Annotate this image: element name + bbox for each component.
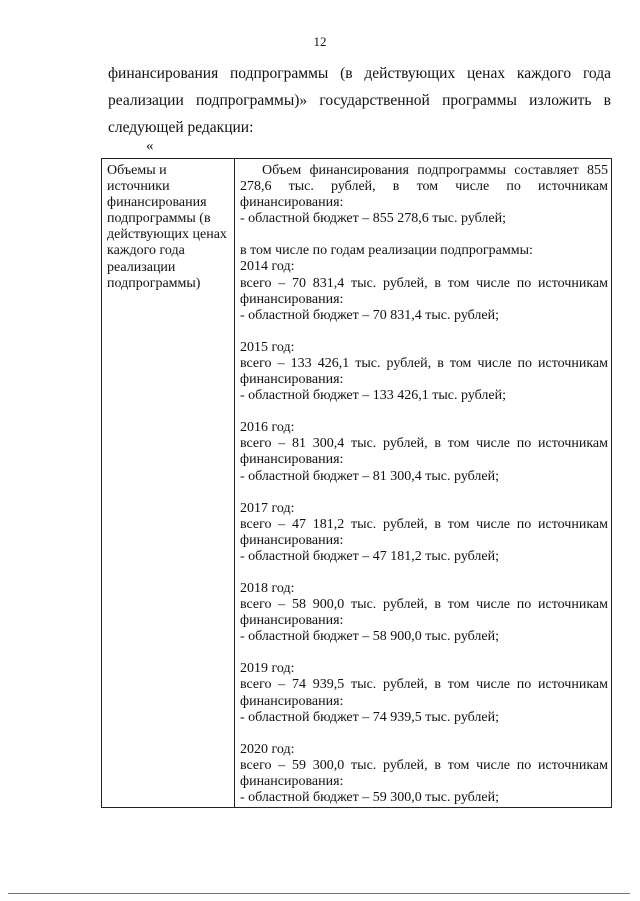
- year-block-2017: [240, 501, 608, 565]
- by-years-intro: в том числе по годам реализации подпрограммы:: [240, 243, 533, 259]
- year-block-2016: [240, 420, 608, 484]
- year-total: всего – 81 300,4 тыс. рублей, в том числе по источникам финансирования:: [240, 436, 608, 468]
- intro-paragraph: финансирования подпрограммы (в действующих ценах каждого года реализации подпрограммы)» государственной программы изложить в следующей редакции:: [108, 65, 611, 136]
- year-block-2014: [240, 259, 608, 323]
- year-total: всего – 70 831,4 тыс. рублей, в том числе по источникам финансирования:: [240, 275, 608, 307]
- year-heading: 2015 год:: [240, 339, 295, 355]
- year-total: всего – 59 300,0 тыс. рублей, в том числе по источникам финансирования:: [240, 757, 608, 789]
- year-heading: 2018 год:: [240, 580, 295, 596]
- page-number: 12: [313, 34, 327, 49]
- year-heading: 2016 год:: [240, 420, 295, 436]
- year-budget: - областной бюджет – 74 939,5 тыс. рублей;: [240, 709, 499, 725]
- year-budget: - областной бюджет – 133 426,1 тыс. рублей;: [240, 388, 506, 404]
- year-block-2019: [240, 661, 608, 725]
- funding-summary-budget: - областной бюджет – 855 278,6 тыс. рублей;: [240, 211, 506, 227]
- year-block-2020: [240, 742, 608, 806]
- year-total: всего – 133 426,1 тыс. рублей, в том числе по источникам финансирования:: [240, 355, 608, 388]
- year-block-2018: [240, 581, 608, 645]
- year-heading: 2017 год:: [240, 500, 295, 516]
- table-label-cell: [102, 159, 235, 808]
- year-total: всего – 74 939,5 тыс. рублей, в том числе по источникам финансирования:: [240, 677, 608, 709]
- page-footer-rule: [8, 893, 630, 894]
- table-content-cell: [235, 159, 612, 808]
- year-total: всего – 58 900,0 тыс. рублей, в том числе по источникам финансирования:: [240, 597, 608, 629]
- year-budget: - областной бюджет – 70 831,4 тыс. рублей;: [240, 307, 499, 323]
- year-budget: - областной бюджет – 81 300,4 тыс. рублей;: [240, 468, 499, 484]
- funding-table: [101, 158, 612, 808]
- year-block-2015: [240, 340, 608, 404]
- opening-quote: «: [146, 138, 154, 154]
- year-total: всего – 47 181,2 тыс. рублей, в том числе по источникам финансирования:: [240, 516, 608, 548]
- year-heading: 2019 год:: [240, 661, 295, 677]
- funding-row: [102, 159, 612, 808]
- year-heading: 2020 год:: [240, 741, 295, 757]
- year-heading: 2014 год:: [240, 259, 295, 275]
- year-budget: - областной бюджет – 58 900,0 тыс. рублей;: [240, 629, 499, 645]
- funding-summary: Объем финансирования подпрограммы составляет 855 278,6 тыс. рублей, в том числе по источникам финансирования:: [240, 163, 608, 211]
- year-budget: - областной бюджет – 47 181,2 тыс. рублей;: [240, 548, 499, 564]
- funding-label: Объемы и источники финансирования подпрограммы (в действующих ценах каждого года реализации подпрограммы): [107, 163, 227, 291]
- year-budget: - областной бюджет – 59 300,0 тыс. рублей;: [240, 790, 499, 805]
- spacer: [240, 227, 608, 243]
